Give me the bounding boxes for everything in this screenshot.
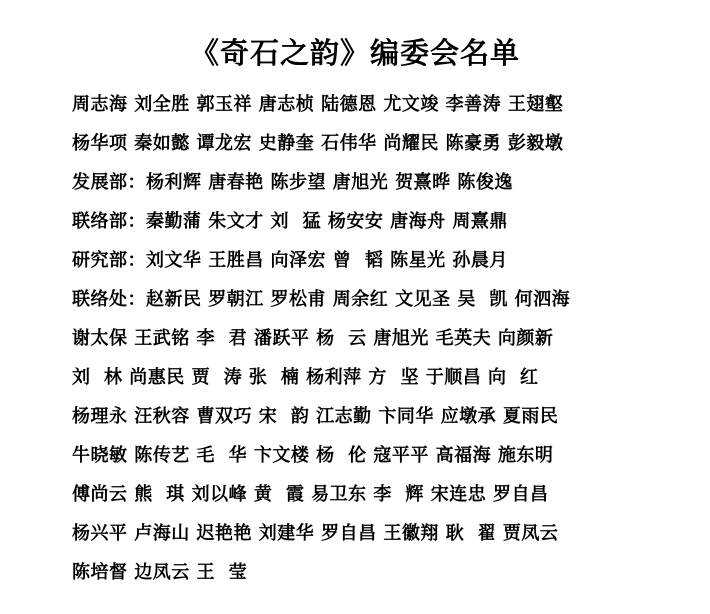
member-line: 牛晓敏 陈传艺 毛 华 卞文楼 杨 伦 寇平平 高福海 施东明 — [72, 445, 554, 466]
member-line: 刘 林 尚惠民 贾 涛 张 楠 杨利萍 方 坚 于顺昌 向 红 — [72, 367, 539, 388]
member-line: 陈培督 边凤云 王 莹 — [72, 562, 248, 583]
member-line: 杨华项 秦如懿 谭龙宏 史静奎 石伟华 尚耀民 陈豪勇 彭毅墩 — [72, 133, 564, 154]
department-line-liaison-office: 联络处：赵新民 罗朝江 罗松甫 周余红 文见圣 吴 凯 何泗海 — [72, 289, 571, 310]
department-line-research: 研究部：刘文华 王胜昌 向泽宏 曾 韬 陈星光 孙晨月 — [72, 250, 508, 271]
document-title: 《奇石之韵》编委会名单 — [189, 36, 520, 70]
member-line: 傅尚云 熊 琪 刘以峰 黄 霞 易卫东 李 辉 宋连忠 罗自昌 — [72, 484, 549, 505]
member-line: 周志海 刘全胜 郭玉祥 唐志桢 陆德恩 尤文竣 李善涛 王翅壑 — [72, 94, 564, 115]
member-line: 杨兴平 卢海山 迟艳艳 刘建华 罗自昌 王徽翔 耿 翟 贾凤云 — [72, 523, 559, 544]
member-line: 杨理永 汪秋容 曹双巧 宋 韵 江志勤 卞同华 应墩承 夏雨民 — [72, 406, 559, 427]
department-line-development: 发展部：杨利辉 唐春艳 陈步望 唐旭光 贺熹晔 陈俊逸 — [72, 172, 513, 193]
member-list — [72, 85, 692, 592]
member-line: 谢太保 王武铭 李 君 潘跃平 杨 云 唐旭光 毛英夫 向颜新 — [72, 328, 554, 349]
department-line-liaison: 联络部：秦勤蒲 朱文才 刘 猛 杨安安 唐海舟 周熹鼎 — [72, 211, 508, 232]
